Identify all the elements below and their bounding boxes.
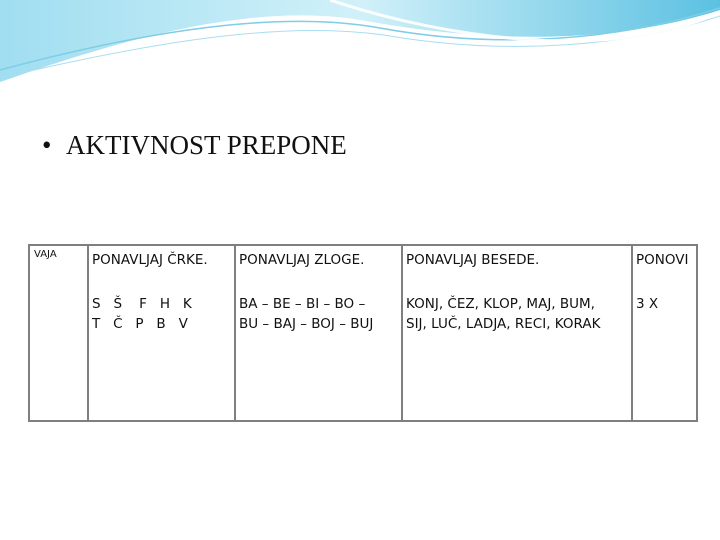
column-repeat xyxy=(632,245,697,421)
slide-title xyxy=(42,130,347,161)
column-syllables xyxy=(235,245,402,421)
column-line: S Š F H K xyxy=(92,296,192,312)
vaja-label: VAJA xyxy=(34,249,57,260)
column-line: BA – BE – BI – BO – xyxy=(239,296,366,312)
column-line: SIJ, LUČ, LADJA, RECI, KORAK xyxy=(406,316,601,332)
vaja-cell xyxy=(29,245,88,421)
column-header: PONOVI xyxy=(636,252,689,268)
bullet-symbol: • xyxy=(42,130,52,160)
bullet-text: AKTIVNOST PREPONE xyxy=(66,130,347,160)
column-header: PONAVLJAJ ČRKE. xyxy=(92,252,208,268)
column-words xyxy=(402,245,632,421)
column-line: BU – BAJ – BOJ – BUJ xyxy=(239,316,374,332)
column-line: T Č P B V xyxy=(92,316,188,332)
header-swoosh-decoration xyxy=(0,0,720,90)
column-header: PONAVLJAJ BESEDE. xyxy=(406,252,540,268)
column-line: 3 X xyxy=(636,296,659,312)
column-line: KONJ, ČEZ, KLOP, MAJ, BUM, xyxy=(406,296,595,312)
exercise-table xyxy=(28,244,698,422)
column-letters xyxy=(88,245,235,421)
column-header: PONAVLJAJ ZLOGE. xyxy=(239,252,365,268)
